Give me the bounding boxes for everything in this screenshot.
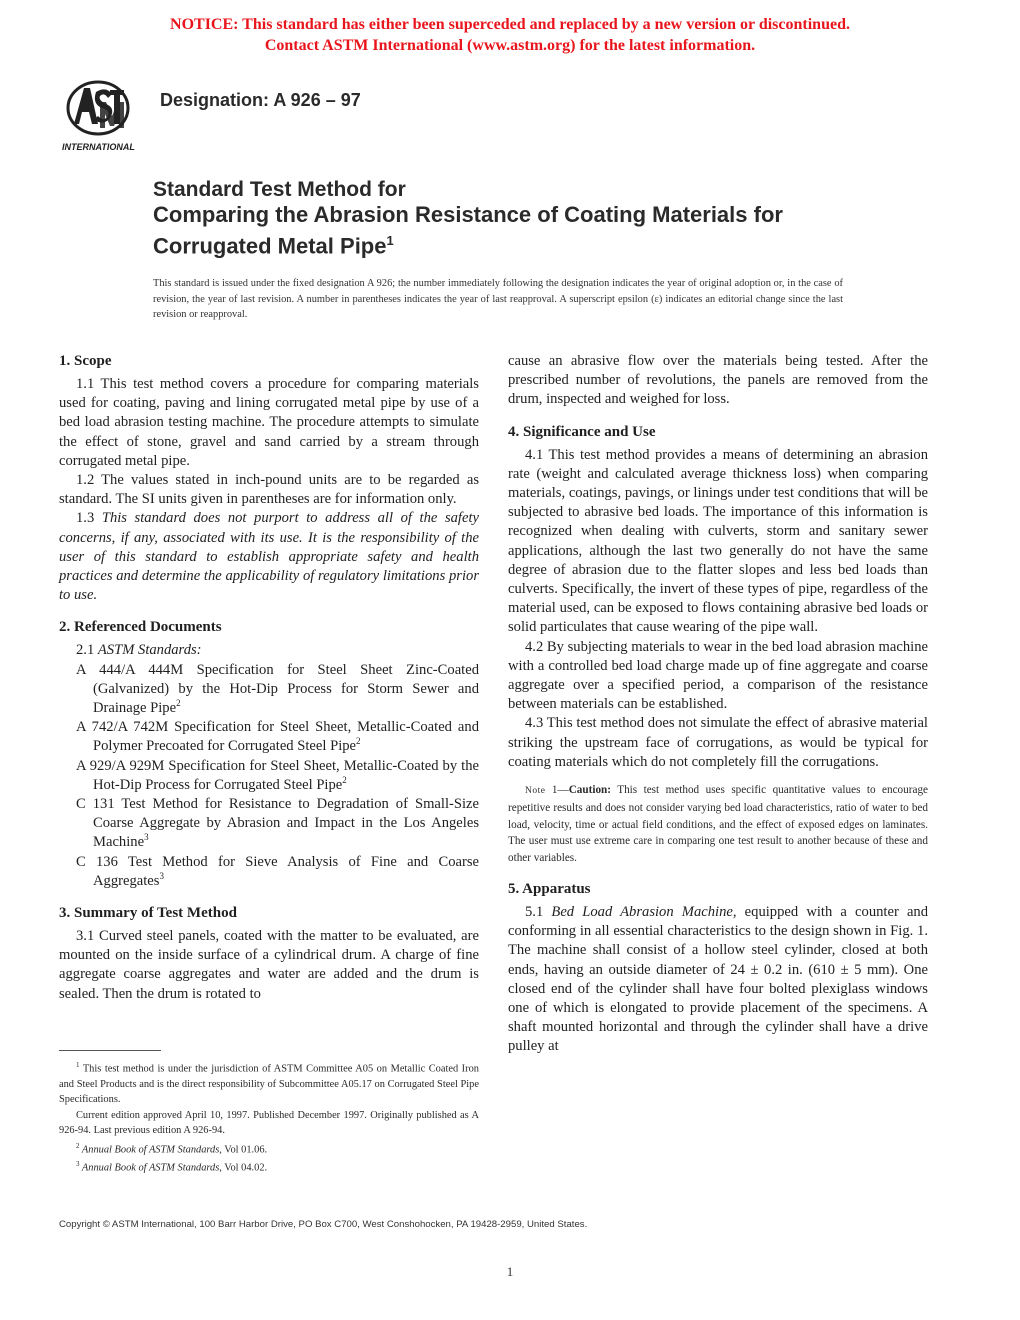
paragraph-1-2: 1.2 The values stated in inch-pound units are to be regarded as standard. The SI units given in parentheses are for information only.	[59, 472, 479, 508]
footnote-1-text: This test method is under the jurisdiction of ASTM Committee A05 on Metallic Coated Iron and Steel Products and is the direct responsibility of Subcommittee A05.17 on Corrugated Steel Pipe Specifications.	[59, 1063, 479, 1106]
title-line-2-text: Corrugated Metal Pipe	[153, 233, 387, 259]
reference-item	[76, 853, 479, 891]
footnote-ref: 3	[144, 832, 149, 843]
paragraph-1-3	[59, 509, 479, 605]
footnote-3-mark: 3	[76, 1160, 80, 1169]
paragraph-1-1: 1.1 This test method covers a procedure for comparing materials used for coating, paving and lining corrugated metal pipe by use of a bed load abrasion testing machine. The procedure attempts to simulate the effect of stone, gravel and sand carried by a stream through corrugated metal pipe.	[59, 376, 479, 469]
notice-line-1: NOTICE: This standard has either been superceded and replaced by a new version or discontinued.	[170, 16, 850, 33]
title-prefix: Standard Test Method for	[153, 178, 406, 201]
reference-text: C 131 Test Method for Resistance to Degradation of Small-Size Coarse Aggregate by Abrasion and Impact in the Los Angeles Machine	[76, 796, 479, 851]
paragraph-2-1	[59, 641, 479, 660]
section-heading-significance: 4. Significance and Use	[508, 423, 656, 440]
paragraph-2-1-italic: ASTM Standards:	[97, 642, 202, 659]
footnote-2-text: , Vol 01.06.	[219, 1143, 268, 1155]
paragraph-4-2: 4.2 By subjecting materials to wear in the bed load abrasion machine with a controlled bed load charge made up of fine aggregate and coarse aggregate over a specified period, a comparison of the resistance between materials can be established.	[508, 638, 928, 713]
footnotes	[59, 1058, 479, 1176]
paragraph-4-1: 4.1 This test method provides a means of determining an abrasion rate (weight and calculated average thickness loss) when comparing materials, coatings, pavings, or linings under test conditions that will be subjected to abrasive bed loads. The importance of this information is recognized when dealing with culverts, storm and sanitary sewer applications, although the last two generally do not have the same degree of abrasion due to the flatter slopes and less bed loads than culverts. Specifically, the invert of these types of pipe, regardless of the material used, can be exposed to flows containing abrasive bed loads or solid particulates that cause wearing of the pipe wall.	[508, 446, 928, 636]
notice-line-2: Contact ASTM International (www.astm.org) for the latest information.	[264, 37, 756, 54]
note-text: This test method uses specific quantitative values to encourage repetitive results and does not consider varying bed load characteristics, ratio of water to bed load, velocity, time or actual field conditions, and the effect of exposed edges on laminates. The user must use extreme care in comparing one test result to another because of these and other variables.	[508, 784, 928, 865]
reference-text: C 136 Test Method for Sieve Analysis of Fine and Coarse Aggregates	[76, 853, 479, 889]
paragraph-5-1-num: 5.1	[525, 904, 552, 921]
footnote-ref: 2	[176, 698, 181, 709]
paragraph-3-1-continued: cause an abrasive flow over the materials being tested. After the prescribed number of revolutions, the panels are removed from the drum, inspected and weighed for loss.	[508, 353, 928, 408]
reference-item	[76, 757, 479, 795]
footnote-3-text: , Vol 04.02.	[219, 1162, 268, 1174]
section-heading-scope: 1. Scope	[59, 353, 112, 369]
footnote-3-italic: Annual Book of ASTM Standards	[79, 1162, 220, 1174]
copyright: Copyright © ASTM International, 100 Barr Harbor Drive, PO Box C700, West Conshohocken, PA 19428-2959, United States.	[59, 1219, 588, 1230]
footnote-1b: Current edition approved April 10, 1997. Published December 1997. Originally published as A 926-94. Last previous edition A 926-94.	[59, 1109, 479, 1137]
paragraph-5-1-text: , equipped with a counter and conforming in all essential characteristics to the design shown in Fig. 1. The machine shall consist of a hollow steel cylinder, closed at both ends, having an outside diameter of 24 ± 0.2 in. (610 ± 5 mm). One closed end of the cylinder shall have four bolted plexiglass windows one of which is elongated to provide placement of the specimens. A shaft mounted horizontal and through the cylinder shall have a drive pulley at	[508, 904, 929, 1055]
reference-item	[76, 718, 479, 756]
reference-item	[76, 661, 479, 719]
paragraph-5-1-italic: Bed Load Abrasion Machine	[551, 904, 733, 921]
astm-logo-icon	[60, 80, 146, 154]
paragraph-1-3-italic: This standard does not purport to address all of the safety concerns, if any, associated with its use. It is the responsibility of the user of this standard to establish appropriate safety and health practices and determine the applicability of regulatory limitations prior to use.	[59, 510, 479, 604]
footnote-2-mark: 2	[76, 1141, 80, 1150]
paragraph-3-1: 3.1 Curved steel panels, coated with the matter to be evaluated, are mounted on the inside surface of a cylindrical drum. A charge of fine aggregate coarse aggregates and water are added and the drum is sealed. Then the drum is rotated to	[59, 928, 479, 1002]
astm-logo	[60, 80, 146, 154]
designation: Designation: A 926 – 97	[160, 90, 361, 110]
notice-banner	[0, 14, 1020, 56]
reference-text: A 742/A 742M Specification for Steel Sheet, Metallic-Coated and Polymer Precoated for Corrugated Steel Pipe	[76, 719, 479, 755]
issuance-statement: This standard is issued under the fixed designation A 926; the number immediately following the designation indicates the year of original adoption or, in the case of revision, the year of last revision. A number in parentheses indicates the year of last reapproval. A superscript epsilon (ε) indicates an editorial change since the last revision or reapproval.	[153, 278, 843, 321]
paragraph-5-1	[508, 903, 928, 1057]
title-block	[153, 178, 913, 259]
reference-item	[76, 795, 479, 853]
reference-text: A 444/A 444M Specification for Steel Sheet Zinc-Coated (Galvanized) by the Hot-Dip Process for Storm Sewer and Drainage Pipe	[76, 661, 479, 717]
reference-list	[76, 661, 479, 891]
footnote-rule	[59, 1050, 161, 1051]
footnote-ref: 2	[342, 775, 347, 785]
section-heading-apparatus: 5. Apparatus	[508, 881, 591, 898]
footnote-1-mark: 1	[76, 1061, 80, 1069]
footnote-2-italic: Annual Book of ASTM Standards	[79, 1143, 220, 1155]
note-label: Note	[525, 786, 546, 797]
note-1	[508, 782, 928, 867]
paragraph-4-3: 4.3 This test method does not simulate the effect of abrasive material striking the upstream face of corrugations, as would be typical for coating materials which do not completely fill the corrugations.	[508, 715, 928, 770]
title-footnote-ref: 1	[386, 233, 394, 248]
section-heading-summary: 3. Summary of Test Method	[59, 905, 237, 922]
right-column	[508, 352, 928, 1057]
left-column	[59, 352, 479, 1004]
footnote-ref: 3	[159, 871, 164, 882]
footnote-2	[59, 1139, 479, 1158]
note-number: 1—	[545, 784, 569, 797]
title-line-2	[153, 228, 913, 259]
page-number: 1	[506, 1264, 514, 1279]
paragraph-2-1-num: 2.1	[76, 642, 98, 659]
section-heading-referenced: 2. Referenced Documents	[59, 619, 222, 636]
reference-text: A 929/A 929M Specification for Steel Sheet, Metallic-Coated by the Hot-Dip Process for Corrugated Steel Pipe	[76, 757, 479, 793]
paragraph-1-3-num: 1.3	[76, 510, 102, 527]
footnote-1	[59, 1058, 479, 1108]
note-caution: Caution:	[568, 784, 611, 797]
footnote-ref: 2	[356, 736, 361, 747]
title-line-1: Comparing the Abrasion Resistance of Coating Materials for	[153, 202, 783, 227]
logo-text: INTERNATIONAL	[62, 142, 135, 152]
footnote-3	[59, 1157, 479, 1176]
